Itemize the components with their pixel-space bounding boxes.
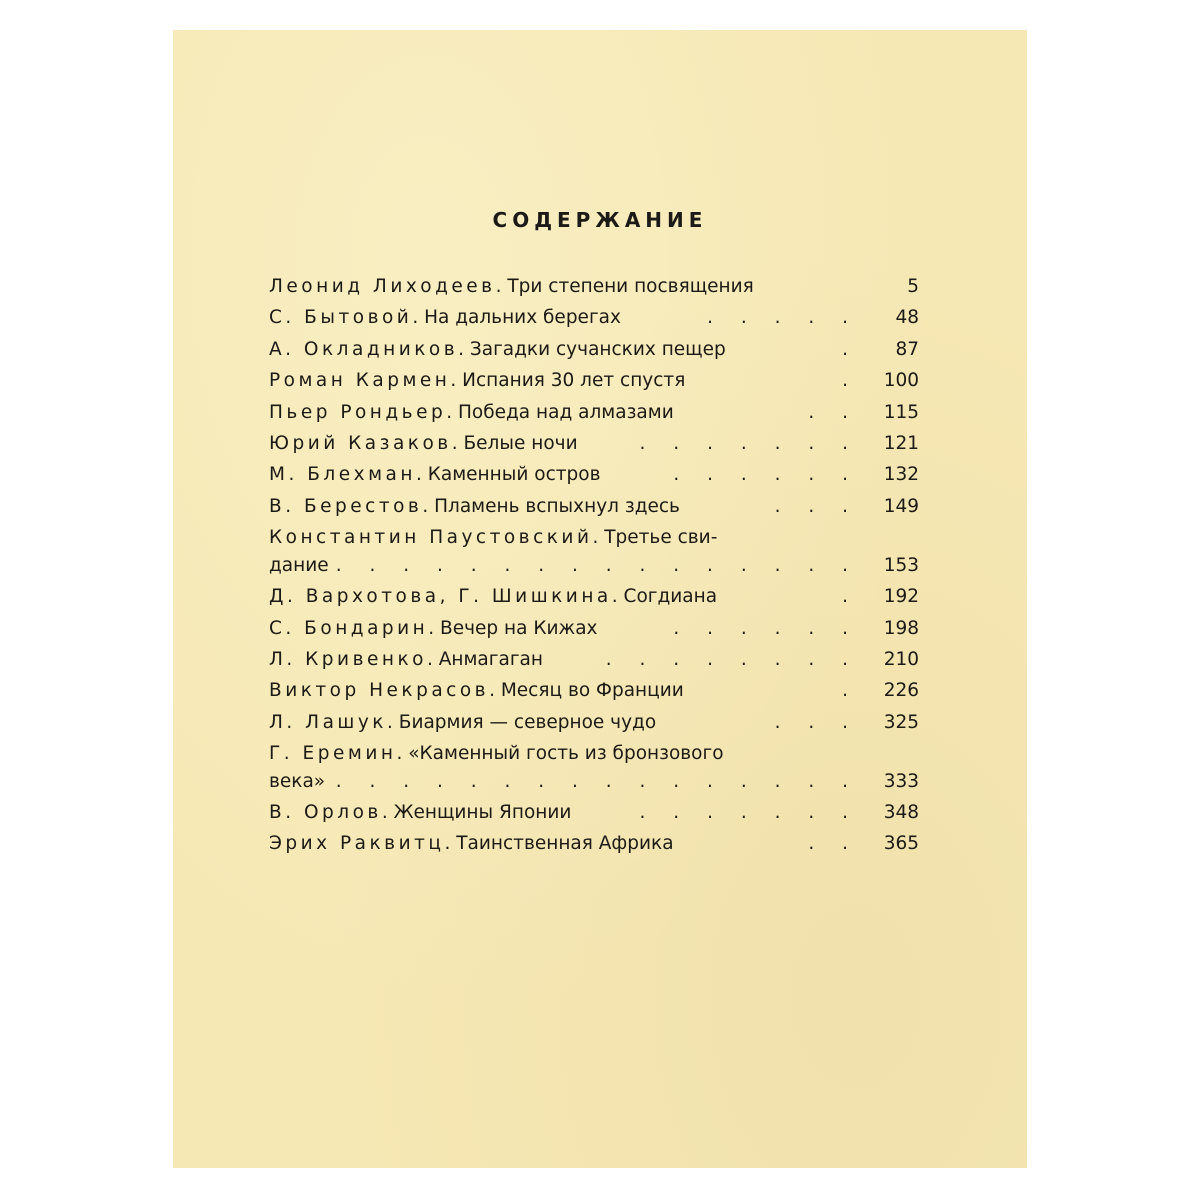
toc-separator: . — [450, 370, 463, 392]
toc-work-title: Вечер на Кижах — [440, 617, 598, 639]
toc-author: А. Окладников — [269, 338, 459, 360]
toc-leader-dots: . . . . . . — [673, 464, 859, 486]
toc-work-title: Три степени посвящения — [507, 276, 754, 297]
toc-work-title: На дальних берегах — [424, 307, 621, 329]
toc-entry — [269, 459, 919, 490]
toc-page-number: 48 — [895, 307, 919, 329]
toc-leader-dots: . — [842, 680, 859, 702]
toc-work-title-continued: века» — [269, 771, 326, 793]
toc-work-title: Женщины Японии — [393, 802, 572, 824]
toc-author: Юрий Казаков — [269, 432, 452, 454]
toc-page-number: 153 — [883, 555, 919, 577]
toc-page-number: 365 — [883, 833, 919, 855]
toc-entry — [269, 302, 919, 333]
toc-separator: . — [611, 586, 624, 608]
toc-page-number: 121 — [883, 432, 919, 454]
toc-author: М. Блехман — [269, 464, 416, 486]
toc-author: Леонид Лиходеев — [269, 276, 496, 297]
toc-author: Л. Лашук — [269, 711, 387, 733]
toc-author: Виктор Некрасов — [269, 680, 490, 702]
toc-author: Г. Еремин — [269, 743, 397, 765]
toc-entry — [269, 738, 919, 797]
toc-entry-line — [269, 738, 919, 769]
toc-entry-line — [269, 365, 919, 396]
toc-leader-dots: . — [842, 338, 859, 360]
toc-author: С. Бондарин — [269, 617, 429, 639]
toc-author: В. Берестов — [269, 495, 423, 517]
toc-leader-dots: . . . . . . . . . . . . . . . . — [335, 555, 859, 577]
toc-author: Константин Паустовский — [269, 527, 593, 549]
toc-page-number: 192 — [883, 586, 919, 608]
toc-separator: . — [592, 527, 605, 549]
toc-entry-line — [269, 644, 919, 675]
toc-entry — [269, 334, 919, 365]
toc-work-title: Таинственная Африка — [456, 833, 674, 855]
toc-entry-line — [269, 302, 919, 333]
toc-author: Л. Кривенко — [269, 648, 427, 670]
toc-author: Роман Кармен — [269, 370, 451, 392]
toc-entry-line — [269, 334, 919, 365]
toc-entry — [269, 581, 919, 612]
toc-page-number: 115 — [883, 401, 919, 423]
toc-work-title: Загадки сучанских пещер — [469, 338, 726, 360]
toc-page-number: 210 — [883, 648, 919, 670]
toc-leader-dots: . . . . . . . . . . . . . . . . — [335, 771, 859, 793]
toc-work-title: «Каменный гость из бронзового — [408, 743, 724, 765]
toc-separator: . — [396, 743, 409, 765]
toc-work-title: Месяц во Франции — [500, 680, 684, 702]
toc-entry — [269, 397, 919, 428]
toc-entry — [269, 365, 919, 396]
toc-leader-dots: . . . . . — [707, 307, 859, 329]
toc-entry — [269, 491, 919, 522]
book-page — [173, 30, 1027, 1168]
toc-entry-line — [269, 522, 919, 553]
toc-leader-dots: . . . . . . . — [639, 802, 859, 824]
toc-separator: . — [444, 833, 457, 855]
toc-entry-line — [269, 766, 919, 797]
toc-work-title: Победа над алмазами — [457, 401, 674, 423]
toc-entry — [269, 613, 919, 644]
toc-leader-dots: . . . . . . . — [639, 432, 859, 454]
toc-entry-line — [269, 397, 919, 428]
toc-page-number: 5 — [907, 276, 919, 297]
toc-page-number: 87 — [895, 338, 919, 360]
toc-separator: . — [495, 276, 508, 297]
toc-entry-line — [269, 581, 919, 612]
table-of-contents — [269, 271, 919, 860]
toc-leader-dots: . . — [808, 401, 859, 423]
toc-separator: . — [412, 307, 425, 329]
toc-page-number: 149 — [883, 495, 919, 517]
toc-work-title: Согдиана — [623, 586, 718, 608]
toc-author: Эрих Раквитц — [269, 833, 445, 855]
toc-page-number: 333 — [883, 771, 919, 793]
toc-leader-dots: . . . — [774, 711, 859, 733]
toc-separator: . — [386, 711, 399, 733]
toc-entry — [269, 675, 919, 706]
toc-entry-line — [269, 428, 919, 459]
toc-entry — [269, 644, 919, 675]
toc-separator: . — [381, 802, 394, 824]
toc-work-title: Анмагаган — [438, 648, 543, 670]
toc-leader-dots: . . — [808, 833, 859, 855]
toc-entry-line — [269, 828, 919, 859]
toc-entry — [269, 428, 919, 459]
toc-entry-line — [269, 797, 919, 828]
toc-author: Д. Вархотова, Г. Шишкина — [269, 586, 612, 608]
toc-entry — [269, 707, 919, 738]
toc-work-title: Третье сви- — [604, 527, 718, 549]
toc-page-number: 100 — [883, 370, 919, 392]
page-title: СОДЕРЖАНИЕ — [492, 208, 708, 232]
toc-entry-line — [269, 707, 919, 738]
toc-entry — [269, 271, 919, 302]
toc-entry — [269, 828, 919, 859]
toc-page-number: 325 — [883, 711, 919, 733]
toc-entry-line — [269, 271, 919, 302]
toc-work-title: Белые ночи — [463, 432, 578, 454]
toc-work-title-continued: дание — [269, 555, 329, 577]
toc-work-title: Пламень вспыхнул здесь — [434, 495, 680, 517]
toc-separator: . — [426, 648, 439, 670]
toc-entry-line — [269, 613, 919, 644]
toc-separator: . — [446, 401, 458, 423]
toc-leader-dots: . . . . . . . . — [605, 648, 859, 670]
toc-page-number: 348 — [883, 802, 919, 824]
toc-entry-line — [269, 550, 919, 581]
toc-entry — [269, 522, 919, 581]
toc-entry-line — [269, 459, 919, 490]
toc-separator: . — [451, 432, 464, 454]
toc-author: В. Орлов — [269, 802, 382, 824]
toc-author: Пьер Рондьер — [269, 401, 447, 423]
toc-page-number: 198 — [883, 617, 919, 639]
toc-leader-dots: . — [842, 586, 859, 608]
toc-page-number: 226 — [883, 680, 919, 702]
toc-separator: . — [422, 495, 435, 517]
toc-work-title: Биармия — северное чудо — [398, 711, 657, 733]
toc-entry — [269, 797, 919, 828]
toc-work-title: Каменный остров — [427, 464, 601, 486]
toc-leader-dots: . . . . . . — [673, 617, 859, 639]
toc-separator: . — [458, 338, 470, 360]
toc-separator: . — [415, 464, 428, 486]
toc-leader-dots: . . . — [774, 495, 859, 517]
toc-entry-line — [269, 675, 919, 706]
toc-page-number: 132 — [883, 464, 919, 486]
toc-separator: . — [489, 680, 501, 702]
toc-separator: . — [428, 617, 441, 639]
toc-author: С. Бытовой — [269, 307, 413, 329]
toc-leader-dots: . — [842, 370, 859, 392]
toc-entry-line — [269, 491, 919, 522]
toc-work-title: Испания 30 лет спустя — [462, 370, 686, 392]
